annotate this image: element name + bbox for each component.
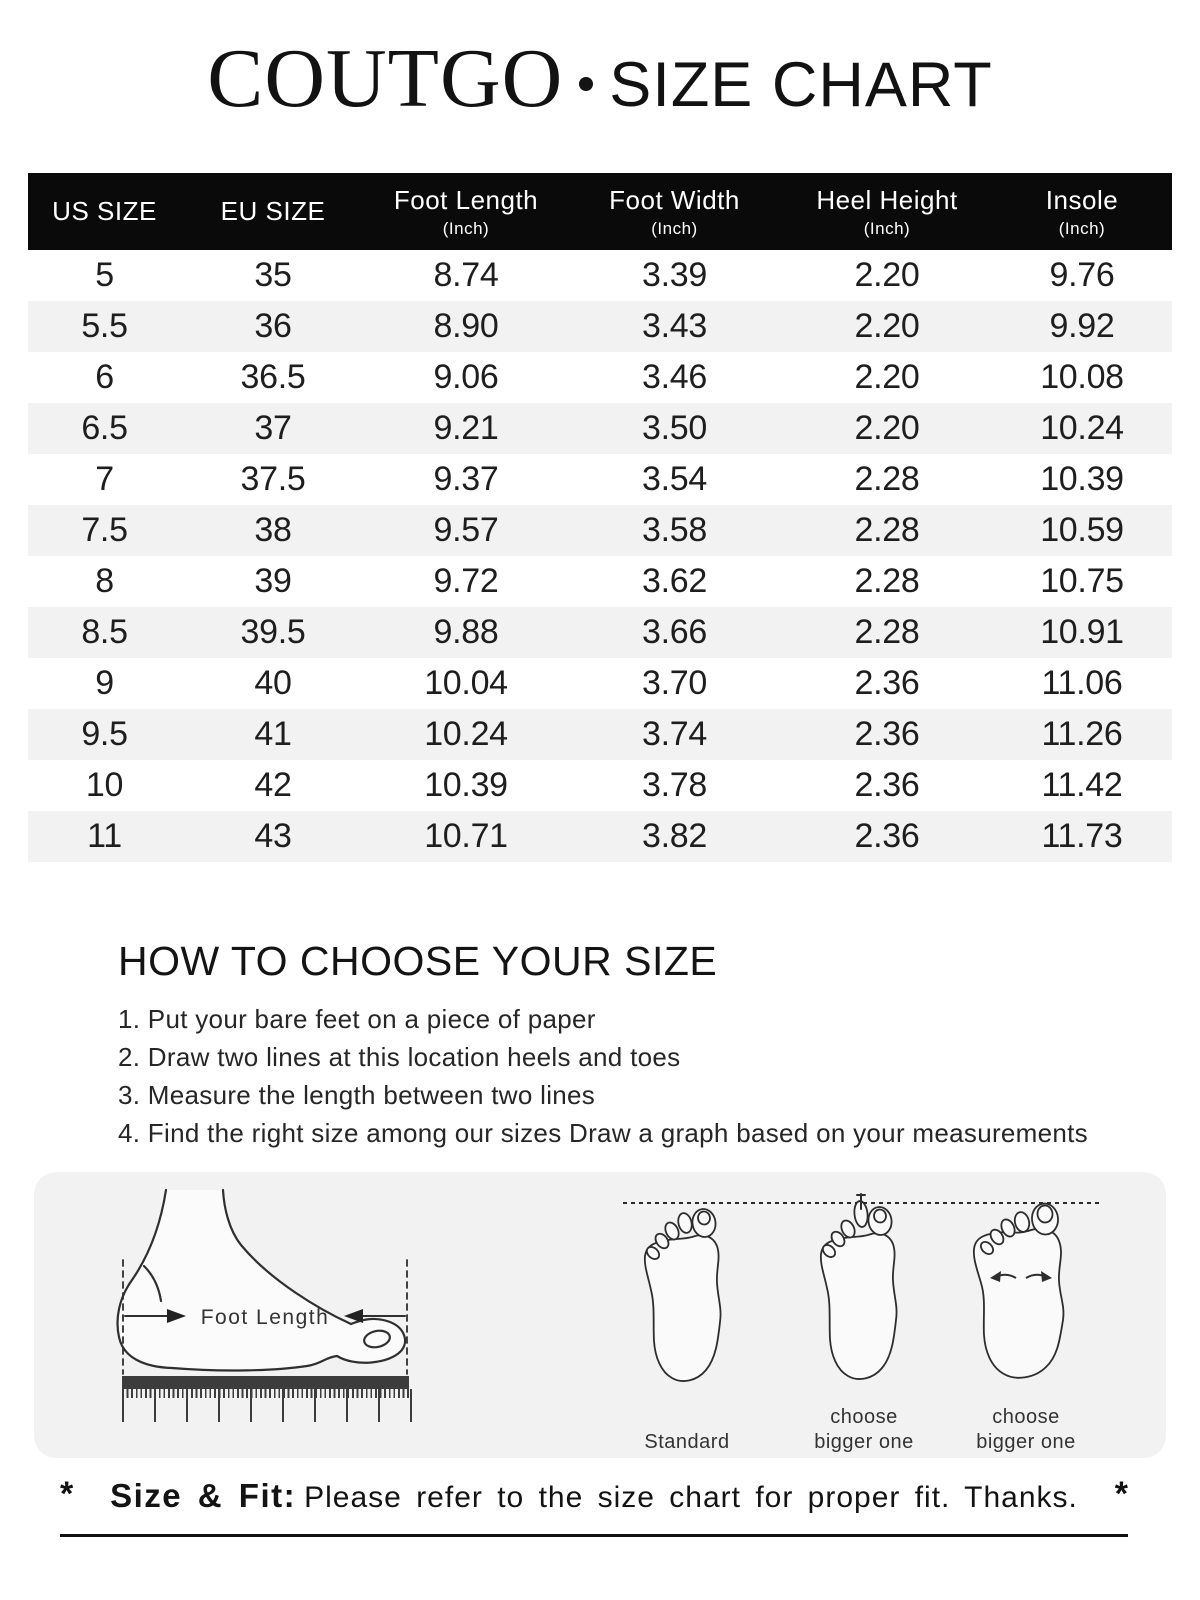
table-cell: 10.24 [424, 715, 508, 753]
how-to-steps [118, 1000, 1088, 1152]
table-cell: 3.58 [642, 511, 707, 549]
table-cell: 6 [95, 358, 114, 396]
column-header: EU SIZE [220, 196, 326, 226]
table-cell: 3.74 [642, 715, 707, 753]
table-cell: 3.70 [642, 664, 707, 702]
asterisk-left: * [60, 1475, 74, 1513]
size-fit-note [60, 1474, 1128, 1537]
table-cell: 9 [95, 664, 114, 702]
table-cell: 3.39 [642, 256, 707, 294]
table-cell: 8.90 [433, 307, 499, 345]
table-body [28, 250, 1172, 862]
table-cell: 36.5 [240, 358, 306, 396]
table-cell: 2.20 [854, 256, 920, 294]
column-header: Insole (Inch) [1045, 184, 1119, 238]
table-cell: 37 [254, 409, 292, 447]
table-cell: 10.24 [1040, 409, 1124, 447]
table-cell: 7.5 [81, 511, 128, 549]
table-cell: 5 [95, 256, 114, 294]
table-row [28, 811, 1172, 862]
table-cell: 6.5 [81, 409, 128, 447]
table-cell: 2.28 [854, 562, 920, 600]
table-cell: 9.88 [433, 613, 499, 651]
foot-caption-standard [607, 1430, 767, 1455]
column-header: Foot Width (Inch) [609, 184, 740, 238]
table-cell: 10.08 [1040, 358, 1124, 396]
caption-line: Standard [644, 1431, 730, 1453]
caption-line: bigger one [976, 1431, 1076, 1453]
title-separator-dot [579, 77, 593, 91]
table-cell: 9.72 [433, 562, 499, 600]
table-cell: 9.37 [433, 460, 499, 498]
page-title [0, 20, 1200, 161]
table-row [28, 709, 1172, 760]
how-to-heading: HOW TO CHOOSE YOUR SIZE [118, 938, 718, 984]
table-cell: 9.92 [1049, 307, 1115, 345]
table-cell: 3.82 [642, 817, 707, 855]
table-cell: 2.28 [854, 511, 920, 549]
asterisk-right: * [1114, 1475, 1128, 1513]
table-cell: 2.36 [854, 664, 920, 702]
table-cell: 3.62 [642, 562, 707, 600]
table-row [28, 250, 1172, 301]
table-cell: 2.36 [854, 817, 920, 855]
column-header: Heel Height (Inch) [816, 184, 958, 238]
size-table [28, 173, 1172, 862]
table-row [28, 556, 1172, 607]
table-cell: 11.26 [1041, 715, 1123, 753]
table-cell: 39.5 [240, 613, 306, 651]
table-cell: 5.5 [81, 307, 128, 345]
table-cell: 9.76 [1049, 256, 1115, 294]
table-cell: 36 [254, 307, 292, 345]
table-cell: 2.36 [854, 715, 920, 753]
table-cell: 9.21 [433, 409, 499, 447]
ruler-long-ticks [122, 1389, 412, 1422]
caption-line: choose [830, 1406, 898, 1428]
table-cell: 10.75 [1040, 562, 1124, 600]
table-cell: 11.73 [1041, 817, 1123, 855]
table-cell: 3.43 [642, 307, 707, 345]
table-header-row [28, 173, 1172, 250]
size-fit-label: Size & Fit: [110, 1477, 297, 1514]
table-row [28, 352, 1172, 403]
table-cell: 39 [254, 562, 292, 600]
table-cell: 40 [254, 664, 292, 702]
how-to-step: 4. Find the right size among our sizes Draw a graph based on your measurements [118, 1118, 1088, 1148]
foot-standard-illustration [632, 1206, 742, 1391]
foot-wide-illustration [960, 1198, 1085, 1388]
table-cell: 9.06 [433, 358, 499, 396]
foot-long-toe-illustration [808, 1192, 918, 1387]
brand-name: COUTGO [207, 32, 564, 125]
how-to-step: 2. Draw two lines at this location heels and toes [118, 1042, 681, 1072]
foot-caption-bigger-2 [946, 1405, 1106, 1455]
table-cell: 8 [95, 562, 114, 600]
table-cell: 10.91 [1040, 613, 1124, 651]
table-row [28, 658, 1172, 709]
table-cell: 8.74 [433, 256, 499, 294]
table-cell: 7 [95, 460, 114, 498]
table-cell: 10 [85, 766, 124, 804]
foot-caption-bigger-1 [784, 1405, 944, 1455]
table-cell: 2.20 [854, 307, 920, 345]
table-cell: 10.59 [1040, 511, 1124, 549]
table-cell: 3.50 [642, 409, 707, 447]
table-cell: 3.54 [642, 460, 707, 498]
table-cell: 10.39 [424, 766, 508, 804]
table-cell: 11.06 [1041, 664, 1123, 702]
table-cell: 10.04 [424, 664, 508, 702]
how-to-step: 1. Put your bare feet on a piece of paper [118, 1004, 596, 1034]
ruler-bar [122, 1376, 409, 1389]
table-cell: 10.39 [1040, 460, 1124, 498]
column-header: US SIZE [52, 196, 157, 226]
size-fit-message: Please refer to the size chart for proper fit. Thanks. [304, 1481, 1078, 1514]
table-cell: 3.66 [642, 613, 707, 651]
table-cell: 38 [254, 511, 292, 549]
table-cell: 42 [254, 766, 292, 804]
table-cell: 9.5 [81, 715, 128, 753]
table-row [28, 607, 1172, 658]
table-cell: 41 [254, 715, 292, 753]
table-cell: 2.28 [854, 460, 920, 498]
table-cell: 37.5 [240, 460, 306, 498]
how-to-step: 3. Measure the length between two lines [118, 1080, 596, 1110]
table-cell: 2.20 [854, 409, 920, 447]
table-cell: 10.71 [424, 817, 508, 855]
table-row [28, 301, 1172, 352]
table-row [28, 760, 1172, 811]
table-cell: 3.78 [642, 766, 707, 804]
foot-length-label: Foot Length [200, 1306, 330, 1329]
table-cell: 3.46 [642, 358, 707, 396]
table-cell: 35 [254, 256, 292, 294]
table-row [28, 505, 1172, 556]
table-cell: 2.20 [854, 358, 920, 396]
size-fit-text [73, 1474, 1115, 1520]
table-row [28, 403, 1172, 454]
table-cell: 2.28 [854, 613, 920, 651]
foot-side-outline [118, 1190, 406, 1370]
table-cell: 2.36 [854, 766, 920, 804]
column-header: Foot Length (Inch) [393, 184, 539, 238]
foot-side-view-illustration [60, 1188, 480, 1403]
table-cell: 11.42 [1041, 766, 1123, 804]
table-cell: 8.5 [81, 613, 128, 651]
page-title-text: SIZE CHART [609, 50, 993, 120]
table-row [28, 454, 1172, 505]
table-cell: 9.57 [433, 511, 499, 549]
table-cell: 11 [87, 817, 122, 855]
caption-line: bigger one [814, 1431, 914, 1453]
caption-line: choose [992, 1406, 1060, 1428]
table-cell: 43 [254, 817, 292, 855]
